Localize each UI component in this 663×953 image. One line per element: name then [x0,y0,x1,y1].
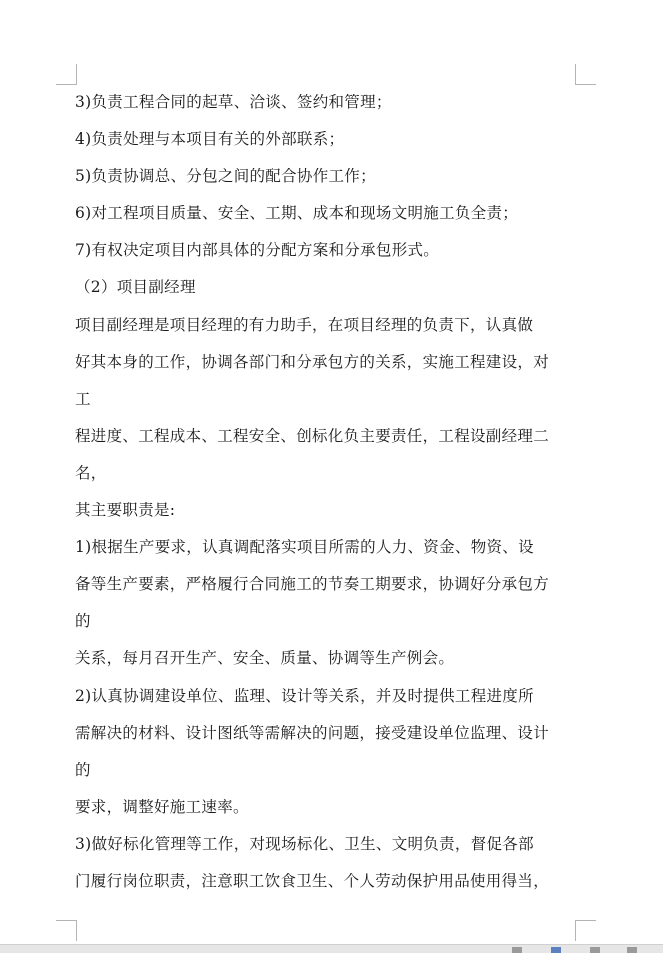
document-body[interactable] [75,84,580,900]
margin-corner-mark-top-left [56,64,77,85]
text-line: 5)负责协调总、分包之间的配合协作工作； [75,167,376,186]
text-line: 的 [75,612,91,631]
text-line: 需解决的材料、设计图纸等需解决的问题，接受建设单位监理、设计 [75,723,550,742]
section-heading: （2）项目副经理 [75,278,196,297]
text-line: 3)做好标化管理等工作，对现场标化、卫生、文明负责，督促各部 [75,834,534,853]
web-layout-icon[interactable] [590,947,600,953]
text-line: 6)对工程项目质量、安全、工期、成本和现场文明施工负全责； [75,204,519,223]
text-line: 7)有权决定项目内部具体的分配方案和分承包形式。 [75,241,440,260]
margin-corner-mark-bottom-right [575,920,596,941]
text-line: 1)根据生产要求，认真调配落实项目所需的人力、资金、物资、设 [75,538,534,557]
margin-corner-mark-top-right [575,64,596,85]
text-line: 名， [75,463,107,482]
text-line: 要求，调整好施工速率。 [75,797,249,816]
text-line: 其主要职责是: [75,501,176,520]
outline-view-icon[interactable] [627,947,637,953]
text-line: 4)负责处理与本项目有关的外部联系； [75,130,345,149]
text-line: 门履行岗位职责，注意职工饮食卫生、个人劳动保护用品使用得当， [75,871,550,890]
margin-corner-mark-bottom-left [56,920,77,941]
text-line: 备等生产要素，严格履行合同施工的节奏工期要求，协调好分承包方 [75,575,550,594]
text-line: 工 [75,389,91,408]
text-line: 的 [75,760,91,779]
text-line: 关系，每月召开生产、安全、质量、协调等生产例会。 [75,649,455,668]
text-line: 3)负责工程合同的起草、洽谈、签约和管理； [75,93,392,111]
status-bar [0,944,663,953]
text-line: 程进度、工程成本、工程安全、创标化负主要责任，工程设副经理二 [75,426,550,445]
text-line: 2)认真协调建设单位、监理、设计等关系，并及时提供工程进度所 [75,686,534,705]
text-line: 好其本身的工作，协调各部门和分承包方的关系，实施工程建设，对 [75,352,550,371]
print-layout-icon[interactable] [551,947,561,953]
read-mode-icon[interactable] [512,947,522,953]
text-line: 项目副经理是项目经理的有力助手，在项目经理的负责下，认真做 [75,315,534,334]
